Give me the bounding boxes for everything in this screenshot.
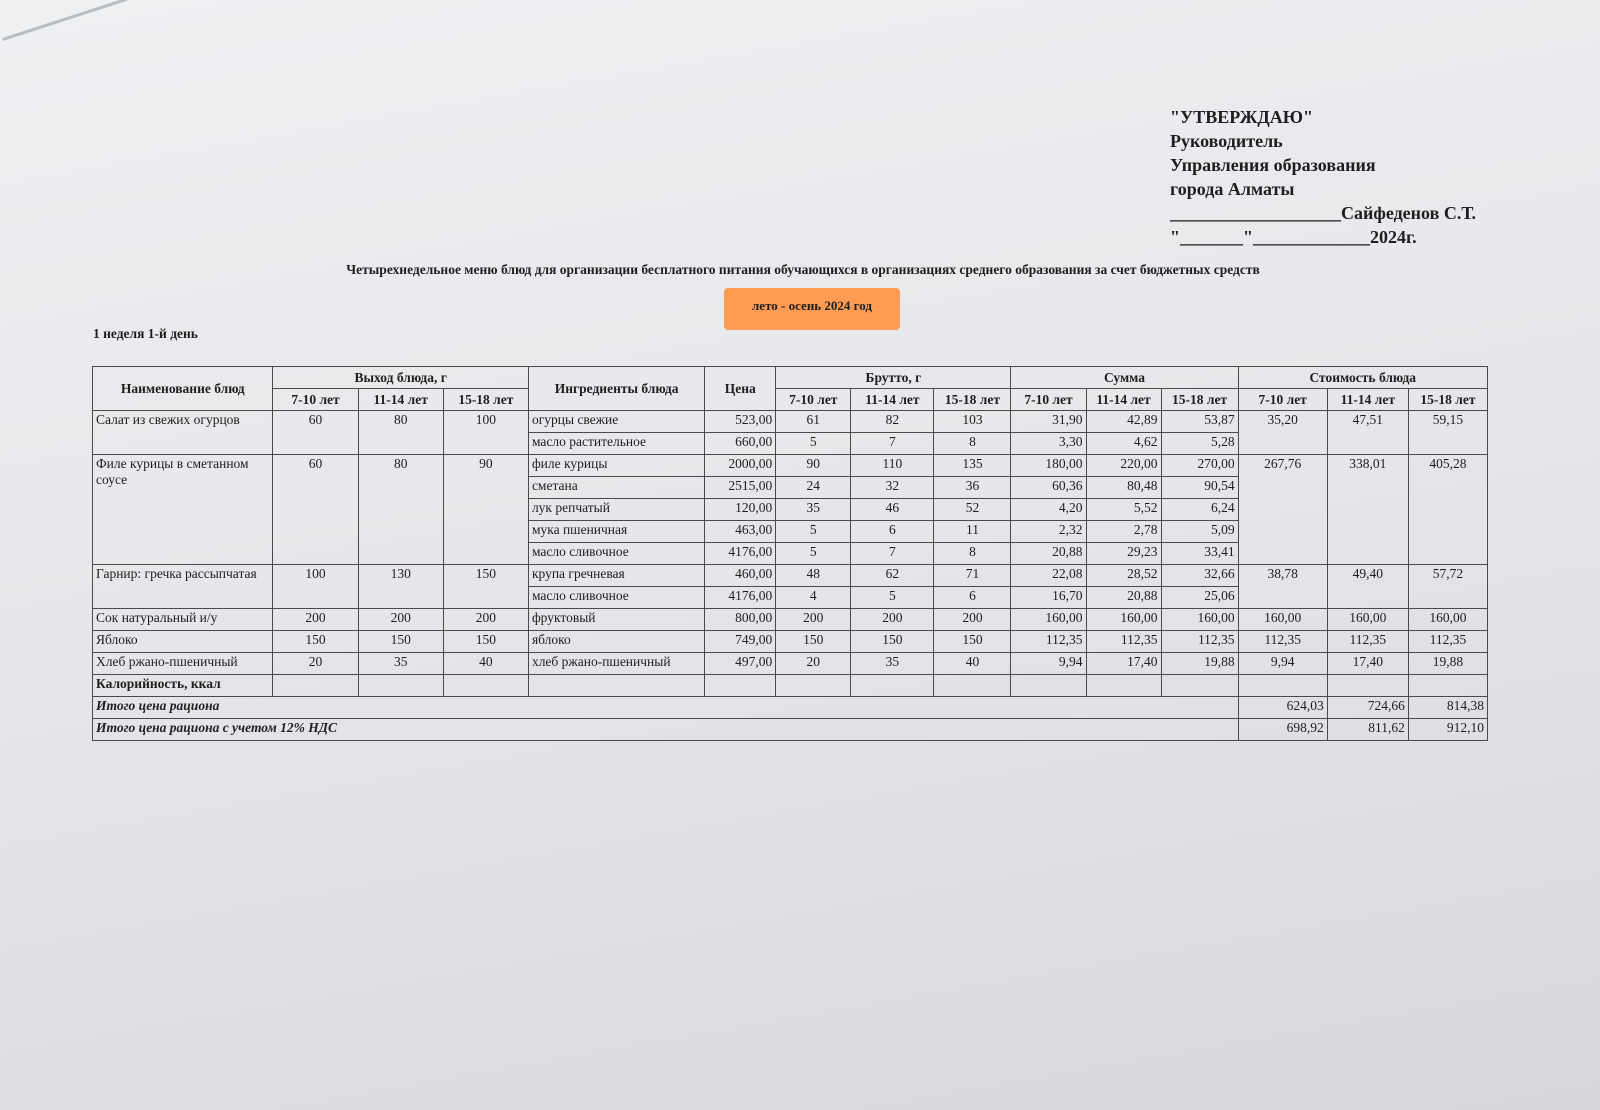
table-row: [93, 411, 1488, 433]
brutto-cell: 8: [934, 543, 1011, 565]
yield-cell: 40: [443, 653, 528, 675]
brutto-cell: 8: [934, 433, 1011, 455]
total-vat-label: Итого цена рациона с учетом 12% НДС: [93, 719, 1239, 741]
cost-cell: 405,28: [1408, 455, 1487, 565]
sum-cell: 112,35: [1086, 631, 1161, 653]
header-age: 7-10 лет: [1011, 389, 1086, 411]
brutto-cell: 200: [934, 609, 1011, 631]
approval-line: города Алматы: [1170, 179, 1295, 199]
ingredient-name: масло сливочное: [528, 587, 704, 609]
sum-cell: 80,48: [1086, 477, 1161, 499]
menu-table: [92, 366, 1488, 741]
dish-name: Хлеб ржано-пшеничный: [93, 653, 273, 675]
sum-cell: 220,00: [1086, 455, 1161, 477]
brutto-cell: 7: [851, 433, 934, 455]
ingredient-name: фруктовый: [528, 609, 704, 631]
yield-cell: 200: [443, 609, 528, 631]
sum-cell: 16,70: [1011, 587, 1086, 609]
brutto-cell: 200: [851, 609, 934, 631]
brutto-cell: 71: [934, 565, 1011, 587]
cost-cell: 9,94: [1238, 653, 1327, 675]
ingredient-name: яблоко: [528, 631, 704, 653]
ingredient-name: масло сливочное: [528, 543, 704, 565]
sum-cell: 2,32: [1011, 521, 1086, 543]
header-age: 7-10 лет: [776, 389, 851, 411]
approval-line: Руководитель: [1170, 131, 1283, 151]
brutto-cell: 61: [776, 411, 851, 433]
approval-date: "_______"_____________2024г.: [1170, 227, 1417, 247]
total-value: 814,38: [1408, 697, 1487, 719]
price-cell: 460,00: [705, 565, 776, 587]
document-title: Четырехнедельное меню блюд для организации бесплатного питания обучающихся в организациях среднего образования за счет бюджетных средств: [346, 262, 1260, 277]
brutto-cell: 40: [934, 653, 1011, 675]
approval-line: Управления образования: [1170, 155, 1376, 175]
sum-cell: 112,35: [1161, 631, 1238, 653]
season-highlight: лето - осень 2024 год: [724, 288, 900, 330]
yield-cell: 100: [273, 565, 358, 609]
sum-cell: 22,08: [1011, 565, 1086, 587]
sum-cell: 60,36: [1011, 477, 1086, 499]
ingredient-name: сметана: [528, 477, 704, 499]
brutto-cell: 20: [776, 653, 851, 675]
header-age: 11-14 лет: [851, 389, 934, 411]
sum-cell: 4,62: [1086, 433, 1161, 455]
cost-cell: 59,15: [1408, 411, 1487, 455]
sum-cell: 6,24: [1161, 499, 1238, 521]
brutto-cell: 82: [851, 411, 934, 433]
brutto-cell: 46: [851, 499, 934, 521]
sum-cell: 33,41: [1161, 543, 1238, 565]
table-row: [93, 609, 1488, 631]
brutto-cell: 24: [776, 477, 851, 499]
sum-cell: 5,52: [1086, 499, 1161, 521]
ingredient-name: хлеб ржано-пшеничный: [528, 653, 704, 675]
header-age: 7-10 лет: [273, 389, 358, 411]
yield-cell: 200: [358, 609, 443, 631]
cost-cell: 47,51: [1327, 411, 1408, 455]
total-value: 624,03: [1238, 697, 1327, 719]
header-price: Цена: [705, 367, 776, 411]
total-vat-row: [93, 719, 1488, 741]
brutto-cell: 150: [934, 631, 1011, 653]
price-cell: 800,00: [705, 609, 776, 631]
ingredient-name: огурцы свежие: [528, 411, 704, 433]
brutto-cell: 5: [776, 543, 851, 565]
price-cell: 4176,00: [705, 543, 776, 565]
header-age: 11-14 лет: [1327, 389, 1408, 411]
header-ingredients: Ингредиенты блюда: [528, 367, 704, 411]
sum-cell: 42,89: [1086, 411, 1161, 433]
dish-name: Яблоко: [93, 631, 273, 653]
ingredient-name: крупа гречневая: [528, 565, 704, 587]
table-row: [93, 631, 1488, 653]
sum-cell: 160,00: [1011, 609, 1086, 631]
brutto-cell: 5: [776, 433, 851, 455]
yield-cell: 20: [273, 653, 358, 675]
yield-cell: 80: [358, 411, 443, 455]
header-brutto: Брутто, г: [776, 367, 1011, 389]
total-label: Итого цена рациона: [93, 697, 1239, 719]
brutto-cell: 135: [934, 455, 1011, 477]
approval-line: "УТВЕРЖДАЮ": [1170, 107, 1314, 127]
sum-cell: 5,28: [1161, 433, 1238, 455]
sum-cell: 180,00: [1011, 455, 1086, 477]
brutto-cell: 52: [934, 499, 1011, 521]
brutto-cell: 200: [776, 609, 851, 631]
sum-cell: 160,00: [1161, 609, 1238, 631]
calories-label: Калорийность, ккал: [93, 675, 273, 697]
sum-cell: 32,66: [1161, 565, 1238, 587]
brutto-cell: 6: [851, 521, 934, 543]
brutto-cell: 103: [934, 411, 1011, 433]
header-age: 11-14 лет: [1086, 389, 1161, 411]
cost-cell: 267,76: [1238, 455, 1327, 565]
cost-cell: 112,35: [1408, 631, 1487, 653]
sum-cell: 3,30: [1011, 433, 1086, 455]
menu-body: [93, 411, 1488, 741]
yield-cell: 35: [358, 653, 443, 675]
brutto-cell: 4: [776, 587, 851, 609]
dish-name: Филе курицы в сметанном соусе: [93, 455, 273, 565]
yield-cell: 130: [358, 565, 443, 609]
brutto-cell: 35: [851, 653, 934, 675]
sum-cell: 31,90: [1011, 411, 1086, 433]
sum-cell: 2,78: [1086, 521, 1161, 543]
cost-cell: 19,88: [1408, 653, 1487, 675]
yield-cell: 150: [443, 631, 528, 653]
ingredient-name: филе курицы: [528, 455, 704, 477]
price-cell: 497,00: [705, 653, 776, 675]
approval-block: [1170, 105, 1476, 249]
yield-cell: 150: [273, 631, 358, 653]
brutto-cell: 11: [934, 521, 1011, 543]
dish-name: Гарнир: гречка рассыпчатая: [93, 565, 273, 609]
price-cell: 4176,00: [705, 587, 776, 609]
sum-cell: 20,88: [1086, 587, 1161, 609]
cost-cell: 112,35: [1238, 631, 1327, 653]
dish-name: Салат из свежих огурцов: [93, 411, 273, 455]
cost-cell: 35,20: [1238, 411, 1327, 455]
brutto-cell: 5: [776, 521, 851, 543]
approval-signature: ___________________Сайфеденов С.Т.: [1170, 203, 1477, 223]
cost-cell: 57,72: [1408, 565, 1487, 609]
sum-cell: 9,94: [1011, 653, 1086, 675]
total-value: 724,66: [1327, 697, 1408, 719]
cost-cell: 160,00: [1238, 609, 1327, 631]
header-age: 7-10 лет: [1238, 389, 1327, 411]
sum-cell: 20,88: [1011, 543, 1086, 565]
header-age: 15-18 лет: [934, 389, 1011, 411]
yield-cell: 80: [358, 455, 443, 565]
brutto-cell: 35: [776, 499, 851, 521]
header-age: 15-18 лет: [1408, 389, 1487, 411]
cost-cell: 38,78: [1238, 565, 1327, 609]
table-row: [93, 455, 1488, 477]
price-cell: 660,00: [705, 433, 776, 455]
brutto-cell: 5: [851, 587, 934, 609]
cost-cell: 160,00: [1327, 609, 1408, 631]
sum-cell: 29,23: [1086, 543, 1161, 565]
total-vat-value: 912,10: [1408, 719, 1487, 741]
yield-cell: 60: [273, 411, 358, 455]
calories-row: [93, 675, 1488, 697]
price-cell: 120,00: [705, 499, 776, 521]
cost-cell: 17,40: [1327, 653, 1408, 675]
brutto-cell: 7: [851, 543, 934, 565]
brutto-cell: 36: [934, 477, 1011, 499]
yield-cell: 60: [273, 455, 358, 565]
cost-cell: 338,01: [1327, 455, 1408, 565]
sum-cell: 53,87: [1161, 411, 1238, 433]
brutto-cell: 90: [776, 455, 851, 477]
total-vat-value: 698,92: [1238, 719, 1327, 741]
price-cell: 2000,00: [705, 455, 776, 477]
price-cell: 463,00: [705, 521, 776, 543]
ingredient-name: масло растительное: [528, 433, 704, 455]
yield-cell: 100: [443, 411, 528, 455]
table-row: [93, 565, 1488, 587]
sum-cell: 160,00: [1086, 609, 1161, 631]
header-sum: Сумма: [1011, 367, 1238, 389]
sum-cell: 270,00: [1161, 455, 1238, 477]
sum-cell: 17,40: [1086, 653, 1161, 675]
brutto-cell: 150: [776, 631, 851, 653]
yield-cell: 150: [443, 565, 528, 609]
price-cell: 2515,00: [705, 477, 776, 499]
brutto-cell: 48: [776, 565, 851, 587]
yield-cell: 150: [358, 631, 443, 653]
header-age: 11-14 лет: [358, 389, 443, 411]
sum-cell: 90,54: [1161, 477, 1238, 499]
total-row: [93, 697, 1488, 719]
paper-clip: [0, 0, 127, 41]
ingredient-name: лук репчатый: [528, 499, 704, 521]
header-cost: Стоимость блюда: [1238, 367, 1487, 389]
sum-cell: 25,06: [1161, 587, 1238, 609]
sum-cell: 28,52: [1086, 565, 1161, 587]
sum-cell: 19,88: [1161, 653, 1238, 675]
sum-cell: 4,20: [1011, 499, 1086, 521]
header-age: 15-18 лет: [443, 389, 528, 411]
cost-cell: 49,40: [1327, 565, 1408, 609]
header-yield: Выход блюда, г: [273, 367, 528, 389]
cost-cell: 160,00: [1408, 609, 1487, 631]
brutto-cell: 6: [934, 587, 1011, 609]
sum-cell: 112,35: [1011, 631, 1086, 653]
dish-name: Сок натуральный и/у: [93, 609, 273, 631]
week-day-label: 1 неделя 1-й день: [93, 326, 198, 341]
sum-cell: 5,09: [1161, 521, 1238, 543]
yield-cell: 90: [443, 455, 528, 565]
total-vat-value: 811,62: [1327, 719, 1408, 741]
brutto-cell: 32: [851, 477, 934, 499]
header-age: 15-18 лет: [1161, 389, 1238, 411]
brutto-cell: 62: [851, 565, 934, 587]
price-cell: 749,00: [705, 631, 776, 653]
brutto-cell: 150: [851, 631, 934, 653]
brutto-cell: 110: [851, 455, 934, 477]
ingredient-name: мука пшеничная: [528, 521, 704, 543]
cost-cell: 112,35: [1327, 631, 1408, 653]
yield-cell: 200: [273, 609, 358, 631]
table-row: [93, 653, 1488, 675]
header-dish-name: Наименование блюд: [93, 367, 273, 411]
price-cell: 523,00: [705, 411, 776, 433]
